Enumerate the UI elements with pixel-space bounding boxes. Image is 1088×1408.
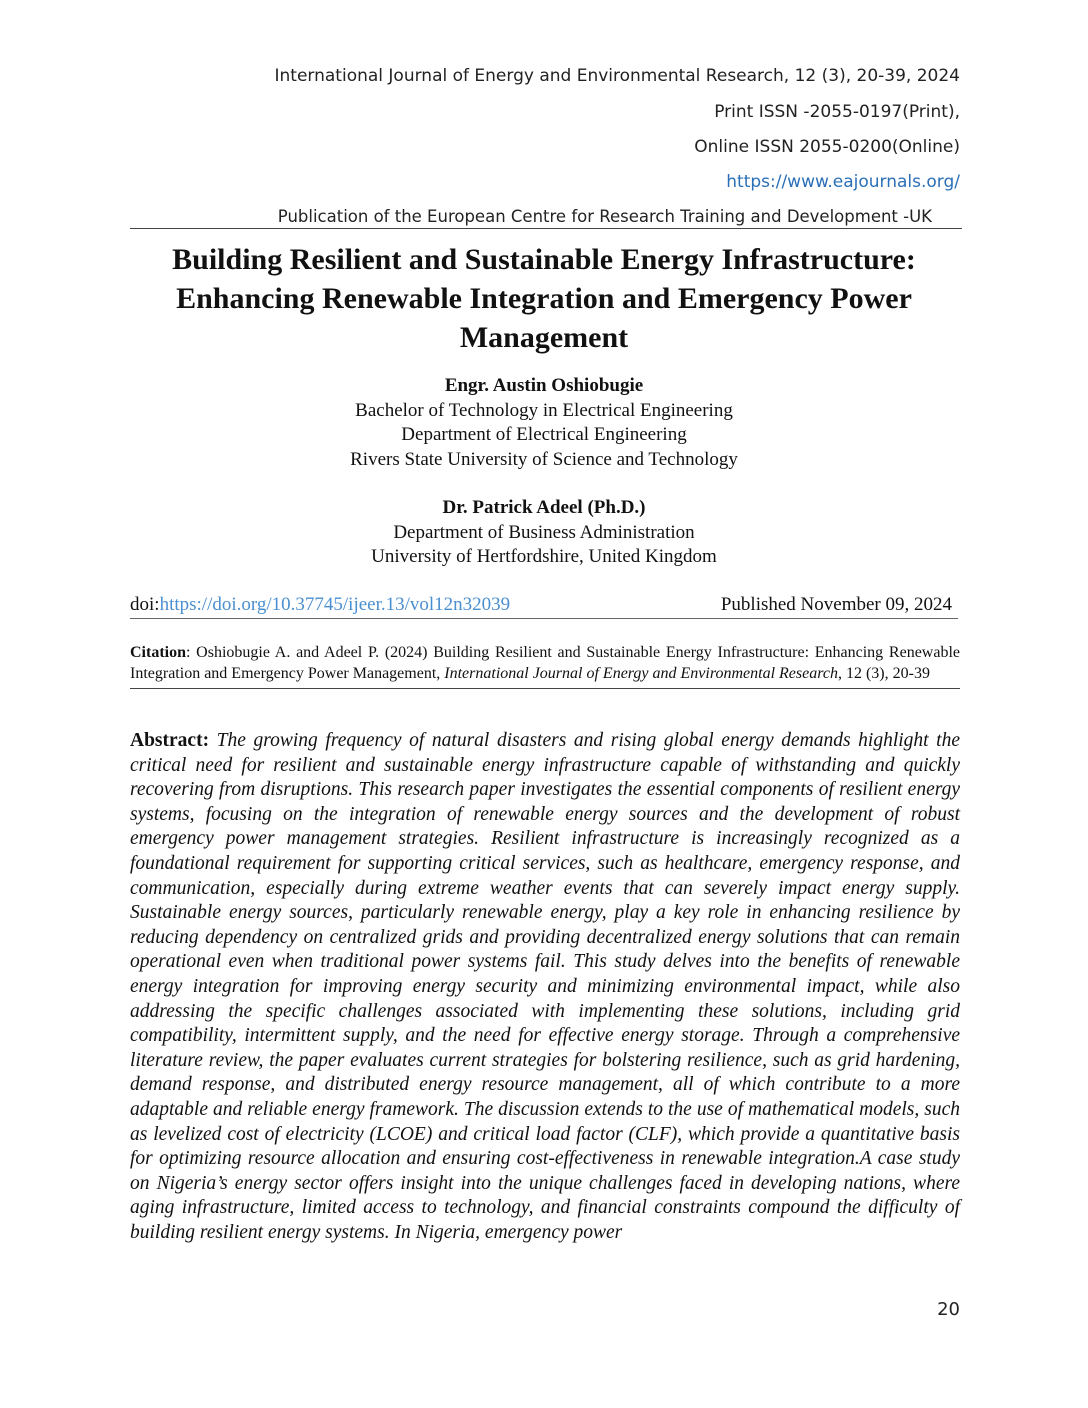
author-name: Engr. Austin Oshiobugie — [444, 375, 644, 396]
doi-link[interactable]: https://doi.org/10.37745/ijeer.13/vol12n32039 — [159, 594, 511, 615]
author-affiliation: Department of Business Administration — [393, 521, 695, 543]
author-affiliation: Department of Electrical Engineering — [401, 424, 687, 445]
citation-tail: , 12 (3), 20-39 — [837, 664, 930, 682]
abstract-block — [130, 729, 960, 1245]
doi-label: doi: — [130, 594, 160, 615]
author-affiliation: Rivers State University of Science and Technology — [350, 448, 738, 470]
citation-label: Citation — [130, 644, 186, 661]
author-name: Dr. Patrick Adeel (Ph.D.) — [442, 497, 646, 518]
journal-website-link[interactable]: https://www.eajournals.org/ — [726, 172, 960, 192]
paper-title: Building Resilient and Sustainable Energy Infrastructure: Enhancing Renewable Integration and Emergency Power Management — [172, 243, 916, 354]
author-block-1 — [130, 374, 958, 472]
author-affiliation: University of Hertfordshire, United Kingdom — [371, 546, 717, 567]
page-number: 20 — [937, 1299, 960, 1320]
publisher-line: Publication of the European Centre for Research Training and Development -UK — [130, 206, 962, 229]
citation-text: : Oshiobugie A. and Adeel P. (2024) Building Resilient and Sustainable Energy Infrastructure: Enhancing Renewable Integration and Emergency Power Management, — [130, 644, 960, 682]
author-affiliation: Bachelor of Technology in Electrical Engineering — [355, 399, 733, 421]
citation-block — [130, 643, 960, 689]
journal-header-line: International Journal of Energy and Environmental Research, 12 (3), 20-39, 2024 — [274, 66, 960, 86]
published-date: Published November 09, 2024 — [720, 594, 952, 615]
abstract-text: The growing frequency of natural disasters and rising global energy demands highlight the critical need for resilient and sustainable energy infrastructure capable of withstanding and quickly recovering from disruptions. This research paper investigates the essential components of resilient energy systems, focusing on the integration of renewable energy sources and the development of robust emergency power management strategies. Resilient infrastructure is increasingly recognized as a foundational requirement for supporting critical services, such as healthcare, emergency response, and communication, especially during extreme weather events that can severely impact energy supply. Sustainable energy sources, particularly renewable energy, play a key role in enhancing resilience by reducing dependency on centralized grids and providing decentralized energy solutions that can remain operational even when traditional power systems fail. This study delves into the benefits of renewable energy integration for improving energy security and minimizing environmental impact, while also addressing the specific challenges associated with implementing these solutions, including grid compatibility, intermittent supply, and the need for effective energy storage. Through a comprehensive literature review, the paper evaluates current strategies for bolstering resilience, such as grid hardening, demand response, and distributed energy resource management, all of which contribute to a more adaptable and reliable energy framework. The discussion extends to the use of mathematical models, such as levelized cost of electricity (LCOE) and critical load factor (CLF), which provide a quantitative basis for optimizing resource allocation and ensuring cost-effectiveness in renewable integration.A case study on Nigeria’s energy sector offers insight into the unique challenges faced in developing nations, where aging infrastructure, limited access to technology, and financial constraints compound the difficulty of building resilient energy systems. In Nigeria, emergency power — [130, 730, 960, 1243]
citation-journal: International Journal of Energy and Environmental Research — [444, 664, 838, 682]
doi-row — [130, 594, 958, 619]
author-block-2 — [130, 496, 958, 570]
print-issn: Print ISSN -2055-0197(Print), — [714, 102, 960, 122]
abstract-label: Abstract: — [130, 730, 210, 751]
online-issn: Online ISSN 2055-0200(Online) — [694, 137, 960, 157]
